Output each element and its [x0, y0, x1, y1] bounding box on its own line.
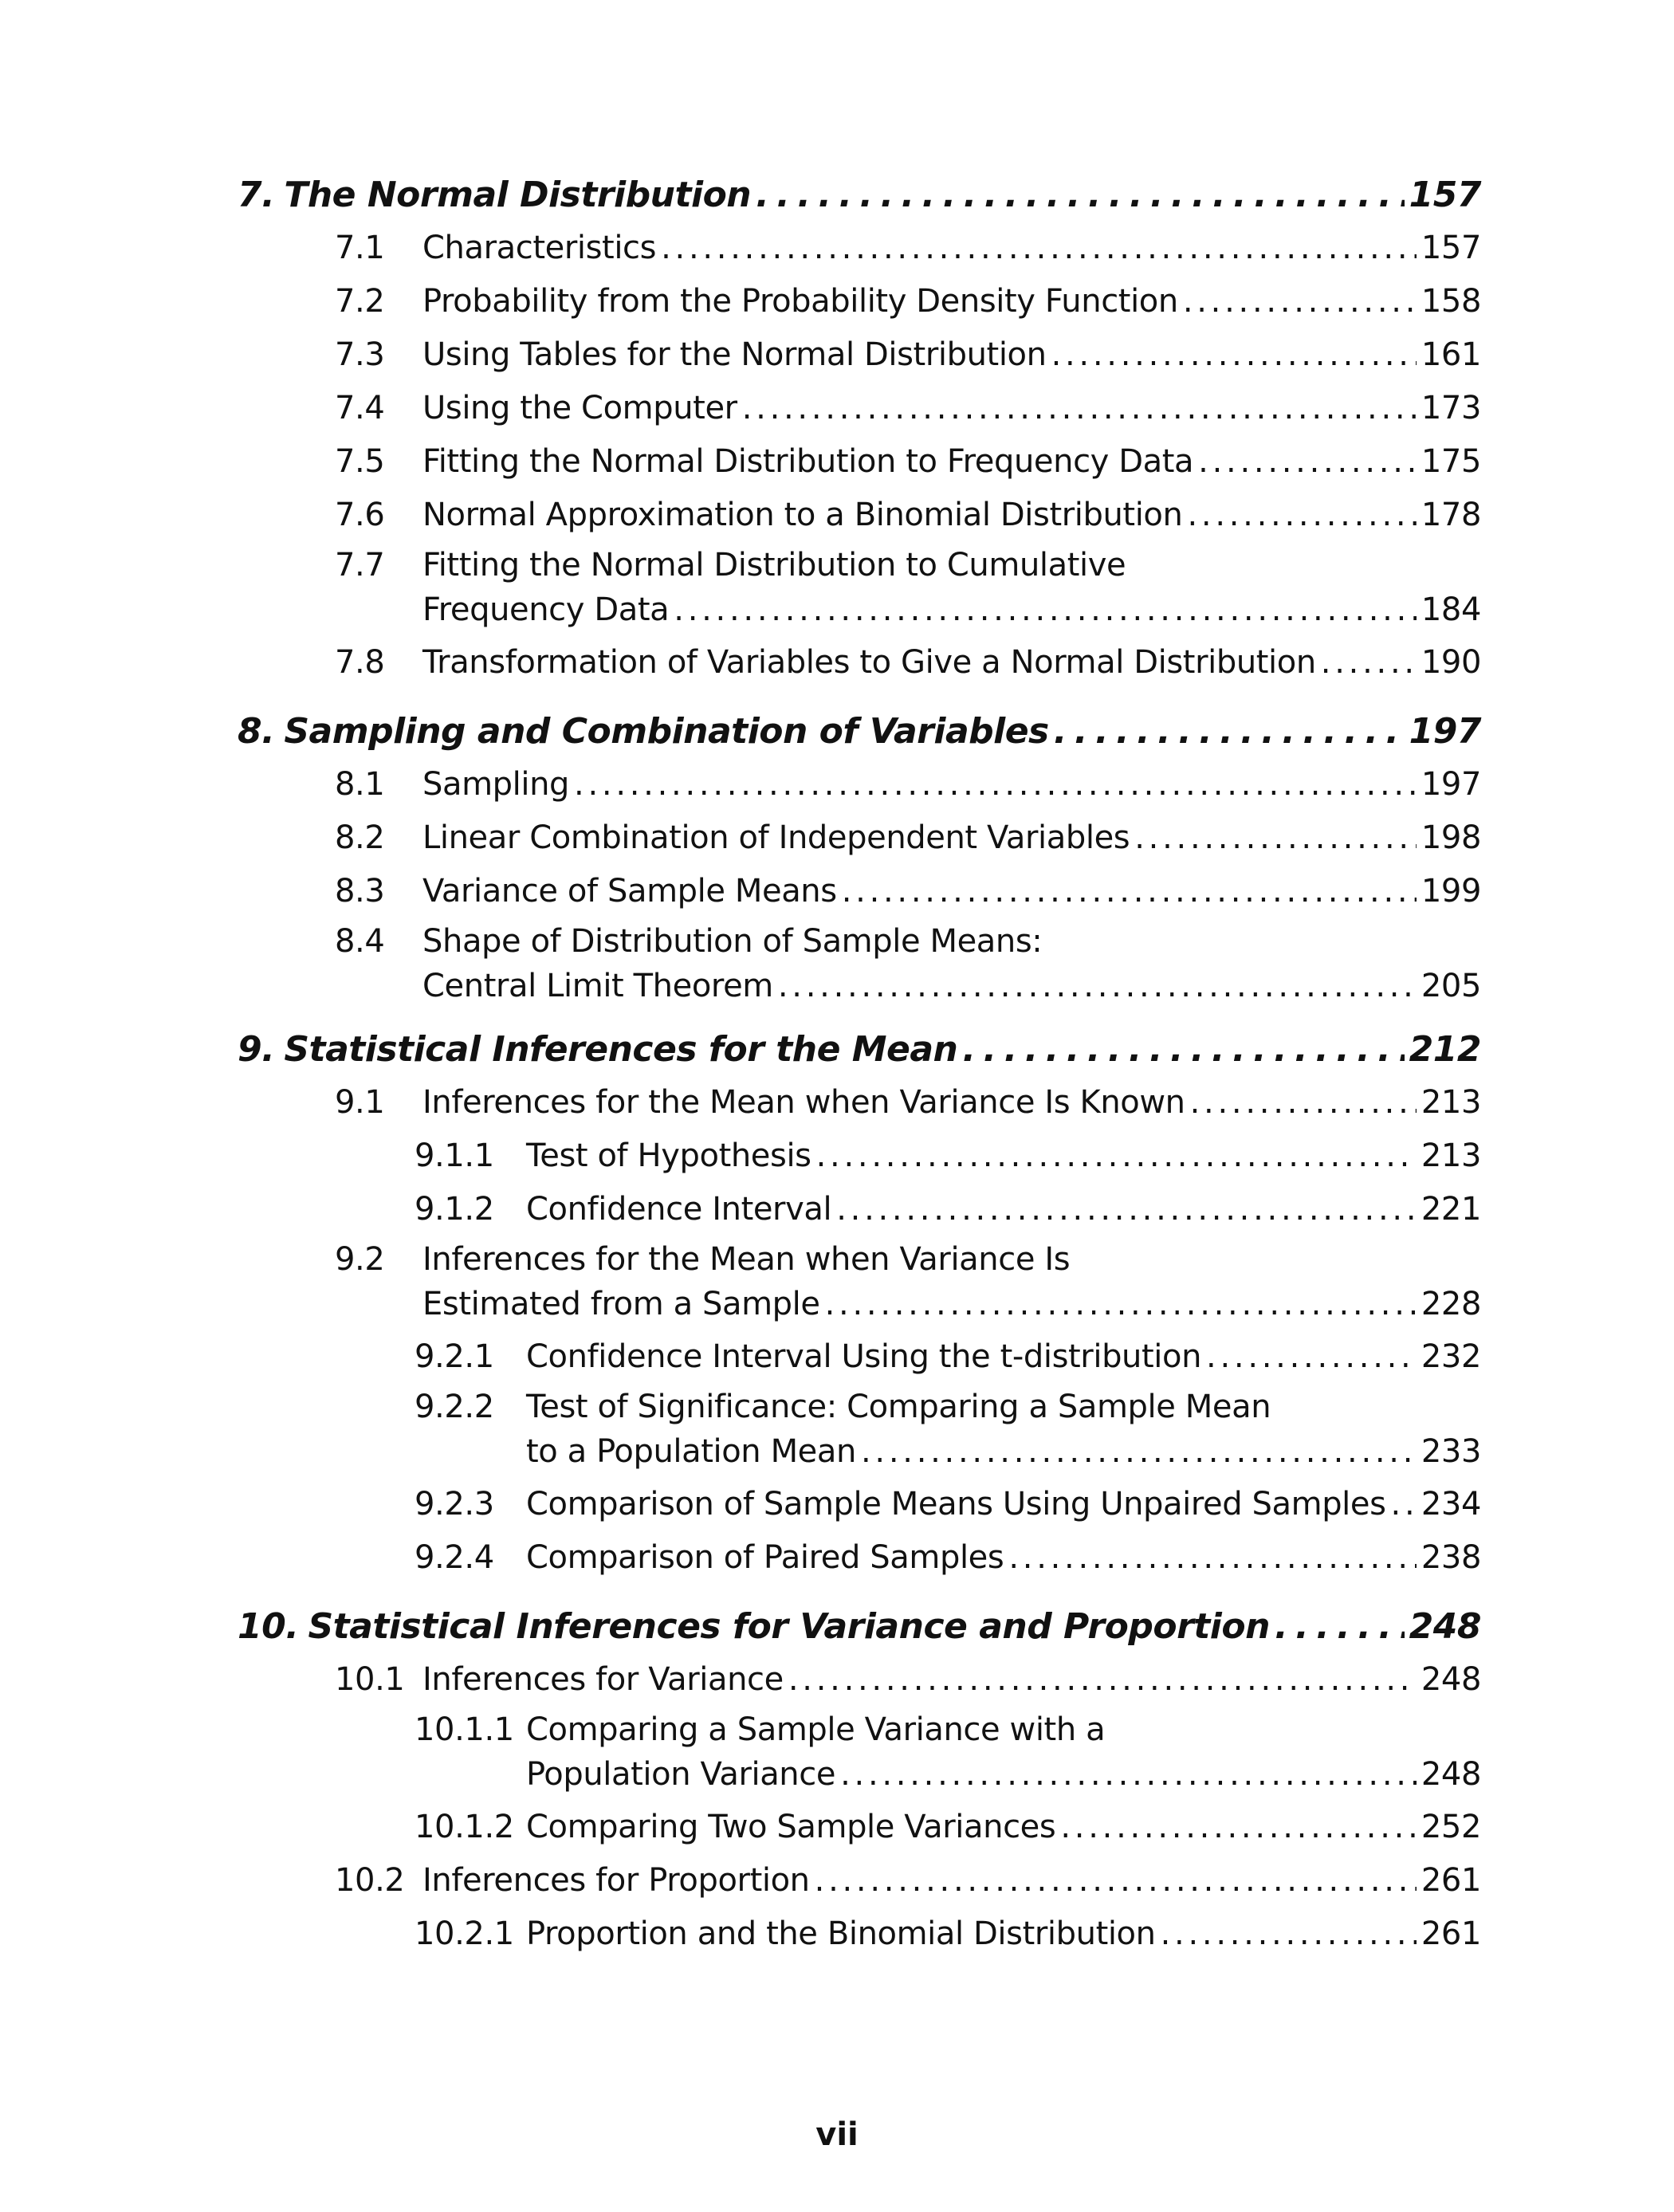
toc-section-line	[335, 588, 1481, 631]
dot-leader	[674, 588, 1417, 631]
dot-leader	[1198, 435, 1417, 489]
section-number: 9.2.3	[415, 1486, 494, 1522]
dot-leader	[842, 865, 1417, 918]
section-page: 261	[1421, 1862, 1481, 1899]
section-number: 10.1.1	[415, 1711, 514, 1748]
section-title: Inferences for Variance	[422, 1661, 784, 1698]
toc-section	[238, 542, 1481, 631]
section-number: 9.2.1	[415, 1338, 494, 1375]
dot-leader	[840, 1753, 1417, 1796]
chapter-number: 10.	[238, 1606, 299, 1647]
section-number: 9.1	[335, 1084, 385, 1121]
section-title: Variance of Sample Means	[422, 873, 837, 910]
section-title: Inferences for the Mean when Variance Is Known	[422, 1084, 1185, 1121]
section-title: Confidence Interval Using the t-distribution	[526, 1338, 1202, 1375]
dot-leader	[861, 1430, 1417, 1473]
toc-section	[238, 1076, 1481, 1130]
chapter-page: 197	[1409, 711, 1481, 752]
section-title-continued: Population Variance	[526, 1756, 836, 1793]
section-number: 7.7	[335, 547, 385, 583]
section-number: 10.1	[335, 1661, 405, 1698]
dot-leader	[1008, 1531, 1417, 1585]
section-title: Test of Significance: Comparing a Sample Mean	[526, 1389, 1271, 1425]
section-page: 233	[1421, 1433, 1481, 1470]
section-page: 190	[1421, 644, 1481, 681]
section-number: 7.8	[335, 644, 385, 681]
section-page: 261	[1421, 1915, 1481, 1952]
section-title: Confidence Interval	[526, 1191, 832, 1228]
toc-section	[238, 435, 1481, 489]
section-number: 8.2	[335, 819, 385, 856]
dot-leader	[1054, 705, 1405, 758]
section-page: 228	[1421, 1286, 1481, 1322]
section-page: 184	[1421, 591, 1481, 628]
chapter-title: The Normal Distribution	[284, 175, 752, 215]
toc-chapter	[238, 169, 1481, 222]
section-page: 173	[1421, 390, 1481, 426]
section-title: Test of Hypothesis	[526, 1137, 811, 1174]
dot-leader	[742, 382, 1417, 435]
section-page: 248	[1421, 1661, 1481, 1698]
toc-section-line	[415, 1707, 1481, 1753]
section-number: 7.2	[335, 283, 385, 320]
section-number: 7.1	[335, 230, 385, 266]
section-title-continued: Frequency Data	[422, 591, 670, 628]
dot-leader	[1161, 1908, 1417, 1961]
toc-section	[238, 1478, 1481, 1531]
section-page: 232	[1421, 1338, 1481, 1375]
dot-leader	[1183, 275, 1417, 328]
section-number: 8.3	[335, 873, 385, 910]
section-title: Comparing a Sample Variance with a	[526, 1711, 1106, 1748]
toc-chapter	[238, 1023, 1481, 1076]
section-number: 9.2	[335, 1241, 385, 1278]
section-page: 234	[1421, 1486, 1481, 1522]
section-number: 9.1.1	[415, 1137, 494, 1174]
dot-leader	[836, 1183, 1417, 1236]
table-of-contents	[238, 169, 1481, 1961]
section-page: 158	[1421, 283, 1481, 320]
section-title: Fitting the Normal Distribution to Cumulative	[422, 547, 1126, 583]
chapter-page: 157	[1409, 175, 1481, 215]
section-page: 198	[1421, 819, 1481, 856]
dot-leader	[1187, 489, 1416, 542]
toc-section	[238, 1908, 1481, 1961]
section-number: 8.4	[335, 923, 385, 960]
dot-leader	[825, 1283, 1417, 1326]
section-title: Shape of Distribution of Sample Means:	[422, 923, 1043, 960]
dot-leader	[815, 1854, 1417, 1908]
toc-section-line	[415, 1430, 1481, 1473]
section-page: 197	[1421, 766, 1481, 803]
toc-section	[238, 636, 1481, 690]
toc-section	[238, 918, 1481, 1008]
section-page: 199	[1421, 873, 1481, 910]
section-title: Probability from the Probability Density Function	[422, 283, 1178, 320]
section-page: 161	[1421, 336, 1481, 373]
section-page: 213	[1421, 1137, 1481, 1174]
toc-section	[238, 1531, 1481, 1585]
toc-section-line	[415, 1384, 1481, 1430]
chapter-page: 212	[1409, 1029, 1481, 1070]
dot-leader	[1051, 328, 1417, 382]
section-page: 205	[1421, 968, 1481, 1004]
toc-chapter	[238, 1601, 1481, 1653]
toc-section	[238, 1707, 1481, 1796]
section-title: Comparison of Sample Means Using Unpaired Samples	[526, 1486, 1386, 1522]
dot-leader	[574, 758, 1417, 811]
chapter-number: 9.	[238, 1029, 275, 1070]
toc-section	[238, 328, 1481, 382]
section-number: 7.3	[335, 336, 385, 373]
section-page: 221	[1421, 1191, 1481, 1228]
toc-section	[238, 1236, 1481, 1326]
section-number: 9.2.2	[415, 1389, 494, 1425]
chapter-number: 8.	[238, 711, 275, 752]
dot-leader	[1391, 1478, 1417, 1531]
chapter-title: Sampling and Combination of Variables	[284, 711, 1049, 752]
section-number: 8.1	[335, 766, 385, 803]
section-number: 7.5	[335, 443, 385, 480]
chapter-title: Statistical Inferences for Variance and Proportion	[308, 1606, 1270, 1647]
section-title: Normal Approximation to a Binomial Distribution	[422, 497, 1183, 533]
toc-section	[238, 489, 1481, 542]
dot-leader	[816, 1130, 1417, 1183]
toc-section	[238, 1653, 1481, 1707]
chapter-number: 7.	[238, 175, 275, 215]
toc-section	[238, 811, 1481, 865]
section-title: Using Tables for the Normal Distribution	[422, 336, 1047, 373]
section-title: Characteristics	[422, 230, 657, 266]
toc-section	[238, 1801, 1481, 1854]
toc-section-line	[335, 965, 1481, 1008]
toc-section	[238, 1384, 1481, 1473]
dot-leader	[1060, 1801, 1417, 1854]
dot-leader	[1206, 1330, 1417, 1384]
chapter-title: Statistical Inferences for the Mean	[284, 1029, 958, 1070]
dot-leader	[788, 1653, 1417, 1707]
section-title-continued: Central Limit Theorem	[422, 968, 773, 1004]
section-number: 10.2.1	[415, 1915, 514, 1952]
dot-leader	[1275, 1601, 1405, 1653]
section-title: Inferences for the Mean when Variance Is	[422, 1241, 1071, 1278]
section-page: 213	[1421, 1084, 1481, 1121]
section-page: 175	[1421, 443, 1481, 480]
dot-leader	[661, 222, 1417, 275]
page-number: vii	[815, 2116, 859, 2153]
section-title: Inferences for Proportion	[422, 1862, 810, 1899]
dot-leader	[1321, 636, 1417, 690]
section-title-continued: Estimated from a Sample	[422, 1286, 820, 1322]
toc-section	[238, 382, 1481, 435]
toc-section	[238, 1130, 1481, 1183]
section-title: Fitting the Normal Distribution to Frequency Data	[422, 443, 1194, 480]
dot-leader	[756, 169, 1405, 222]
section-number: 7.6	[335, 497, 385, 533]
section-page: 178	[1421, 497, 1481, 533]
toc-section	[238, 865, 1481, 918]
section-title: Transformation of Variables to Give a Normal Distribution	[422, 644, 1316, 681]
section-title: Comparison of Paired Samples	[526, 1539, 1004, 1576]
toc-section	[238, 1330, 1481, 1384]
toc-section	[238, 758, 1481, 811]
section-number: 9.2.4	[415, 1539, 494, 1576]
section-title: Using the Computer	[422, 390, 737, 426]
toc-section-line	[335, 918, 1481, 965]
section-page: 248	[1421, 1756, 1481, 1793]
section-title: Sampling	[422, 766, 570, 803]
section-title: Comparing Two Sample Variances	[526, 1809, 1056, 1845]
toc-section	[238, 1854, 1481, 1908]
toc-section-line	[335, 1283, 1481, 1326]
toc-section	[238, 222, 1481, 275]
section-title: Proportion and the Binomial Distribution	[526, 1915, 1156, 1952]
section-title: Linear Combination of Independent Variables	[422, 819, 1130, 856]
section-page: 252	[1421, 1809, 1481, 1845]
dot-leader	[962, 1023, 1404, 1076]
section-number: 9.1.2	[415, 1191, 494, 1228]
section-number: 10.1.2	[415, 1809, 514, 1845]
toc-section-line	[415, 1753, 1481, 1796]
toc-section	[238, 1183, 1481, 1236]
section-number: 10.2	[335, 1862, 405, 1899]
toc-section	[238, 275, 1481, 328]
chapter-page: 248	[1409, 1606, 1481, 1647]
toc-chapter	[238, 705, 1481, 758]
dot-leader	[1134, 811, 1417, 865]
section-page: 157	[1421, 230, 1481, 266]
toc-section-line	[335, 1236, 1481, 1283]
section-page: 238	[1421, 1539, 1481, 1576]
dot-leader	[778, 965, 1417, 1008]
toc-section-line	[335, 542, 1481, 588]
section-title-continued: to a Population Mean	[526, 1433, 856, 1470]
dot-leader	[1190, 1076, 1417, 1130]
section-number: 7.4	[335, 390, 385, 426]
